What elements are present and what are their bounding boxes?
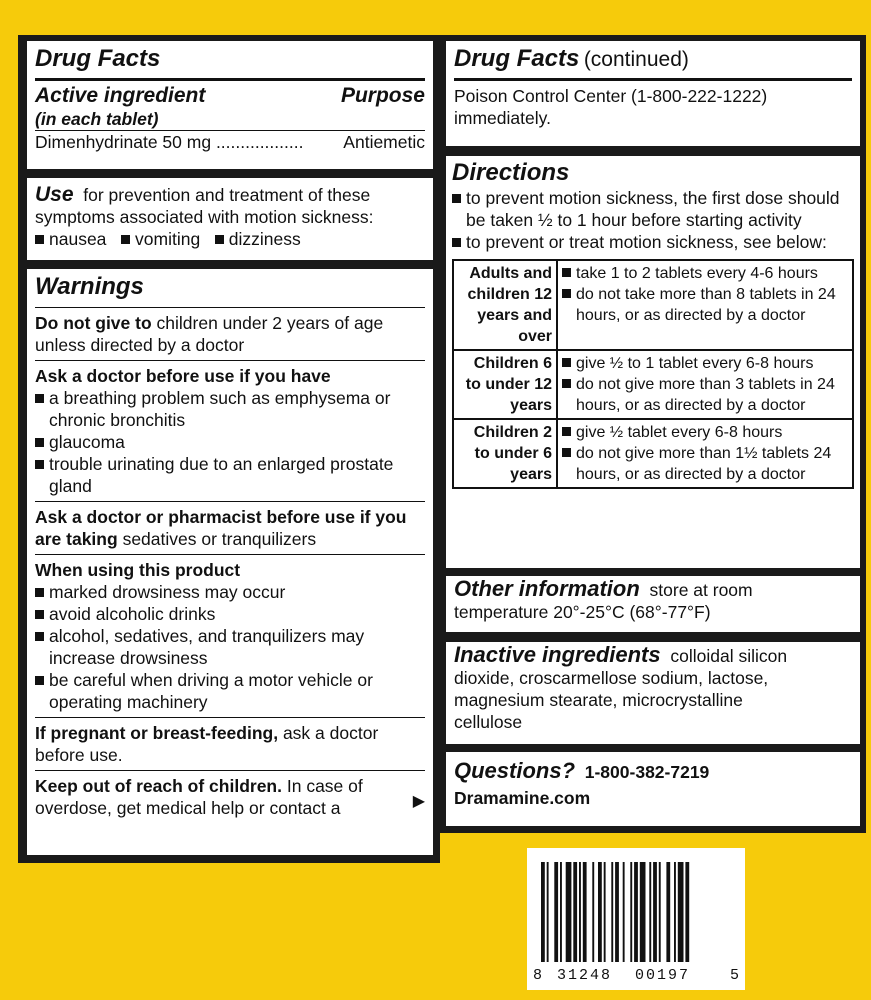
questions-section: Questions? 1-800-382-7219 Dramamine.com bbox=[446, 752, 860, 826]
directions-title: Directions bbox=[452, 159, 570, 186]
list-item: nausea bbox=[49, 229, 107, 249]
phone-number: 1-800-382-7219 bbox=[584, 762, 710, 782]
barcode-digit-right: 5 bbox=[729, 967, 739, 984]
warnings-section: Warnings Do not give to children under 2 years of age unless directed by a doctor Ask a doctor before use if you have a breathing problem such as emphysema or chronic bronchitis glaucoma trouble urinating due to an enlarged prostate gland Ask a doctor or pharmacist before use if you are taking sedatives or tranquilizers When using this product marked drowsiness may occur avoid alcoholic drinks alcohol, sedatives, and tranquilizers may increase drowsiness be careful when driving a motor vehicle or operating machinery If pregnant or breast-feeding, ask a doctor before use. Keep out of reach of children. In case of overdose, get medical help or contact a ▶ bbox=[27, 269, 433, 855]
list-item: a breathing problem such as emphysema or chronic bronchitis bbox=[35, 387, 425, 431]
other-information-section: Other information store at room temperature 20°-25°C (68°-77°F) bbox=[446, 576, 860, 632]
list-item: marked drowsiness may occur bbox=[35, 581, 425, 603]
continued-title: Drug Facts bbox=[454, 45, 580, 72]
list-item: alcohol, sedatives, and tranquilizers may increase drowsiness bbox=[35, 625, 425, 669]
use-section: Use for prevention and treatment of these symptoms associated with motion sickness: nausea vomiting dizziness bbox=[27, 178, 433, 260]
list-item: to prevent motion sickness, the first dose should be taken ½ to 1 hour before starting activity bbox=[452, 187, 854, 231]
list-item: vomiting bbox=[135, 229, 201, 249]
list-item: to prevent or treat motion sickness, see below: bbox=[452, 231, 854, 253]
continue-arrow-icon: ▶ bbox=[412, 793, 425, 810]
active-ingredient-header: Active ingredient bbox=[35, 84, 206, 107]
list-item: dizziness bbox=[228, 229, 301, 249]
ingredient-purpose: Antiemetic bbox=[343, 132, 425, 152]
website: Dramamine.com bbox=[454, 788, 591, 808]
barcode-group-1: 31248 bbox=[557, 967, 613, 984]
barcode bbox=[527, 848, 745, 990]
purpose-header: Purpose bbox=[340, 84, 425, 107]
use-items bbox=[35, 228, 425, 250]
table-row: Children 2 to under 6 years give ½ tablet every 6-8 hours do not give more than 1½ tablets 24 hours, or as directed by a doctor bbox=[453, 419, 853, 488]
inactive-ingredients-section: Inactive ingredients colloidal silicon dioxide, croscarmellose sodium, lactose, magnesium stearate, microcrystalline cellulose bbox=[446, 642, 860, 744]
use-title: Use bbox=[35, 183, 74, 206]
barcode-digit-left: 8 bbox=[533, 967, 543, 984]
table-row: Adults and children 12 years and over take 1 to 2 tablets every 4-6 hours do not take more than 8 tablets in 24 hours, or as directed by a doctor bbox=[453, 260, 853, 350]
continued-section: Drug Facts (continued) Poison Control Center (1-800-222-1222) immediately. bbox=[446, 41, 860, 146]
active-ingredient-section: Drug Facts Active ingredient Purpose (in each tablet) Dimenhydrinate 50 mg .................. Antiemetic bbox=[27, 41, 433, 169]
dosage-table bbox=[452, 259, 854, 489]
warnings-title: Warnings bbox=[35, 273, 144, 300]
list-item: trouble urinating due to an enlarged prostate gland bbox=[35, 453, 425, 497]
directions-section bbox=[446, 156, 860, 568]
list-item: glaucoma bbox=[35, 431, 425, 453]
ingredient-name: Dimenhydrinate 50 mg bbox=[35, 132, 212, 152]
drug-facts-title: Drug Facts bbox=[35, 45, 161, 72]
barcode-group-2: 00197 bbox=[635, 967, 691, 984]
active-sub: (in each tablet) bbox=[35, 109, 159, 129]
list-item: avoid alcoholic drinks bbox=[35, 603, 425, 625]
list-item: be careful when driving a motor vehicle or operating machinery bbox=[35, 669, 425, 713]
table-row: Children 6 to under 12 years give ½ to 1 tablet every 6-8 hours do not give more than 3 tablets in 24 hours, or as directed by a doctor bbox=[453, 350, 853, 419]
barcode-bars bbox=[541, 862, 731, 962]
